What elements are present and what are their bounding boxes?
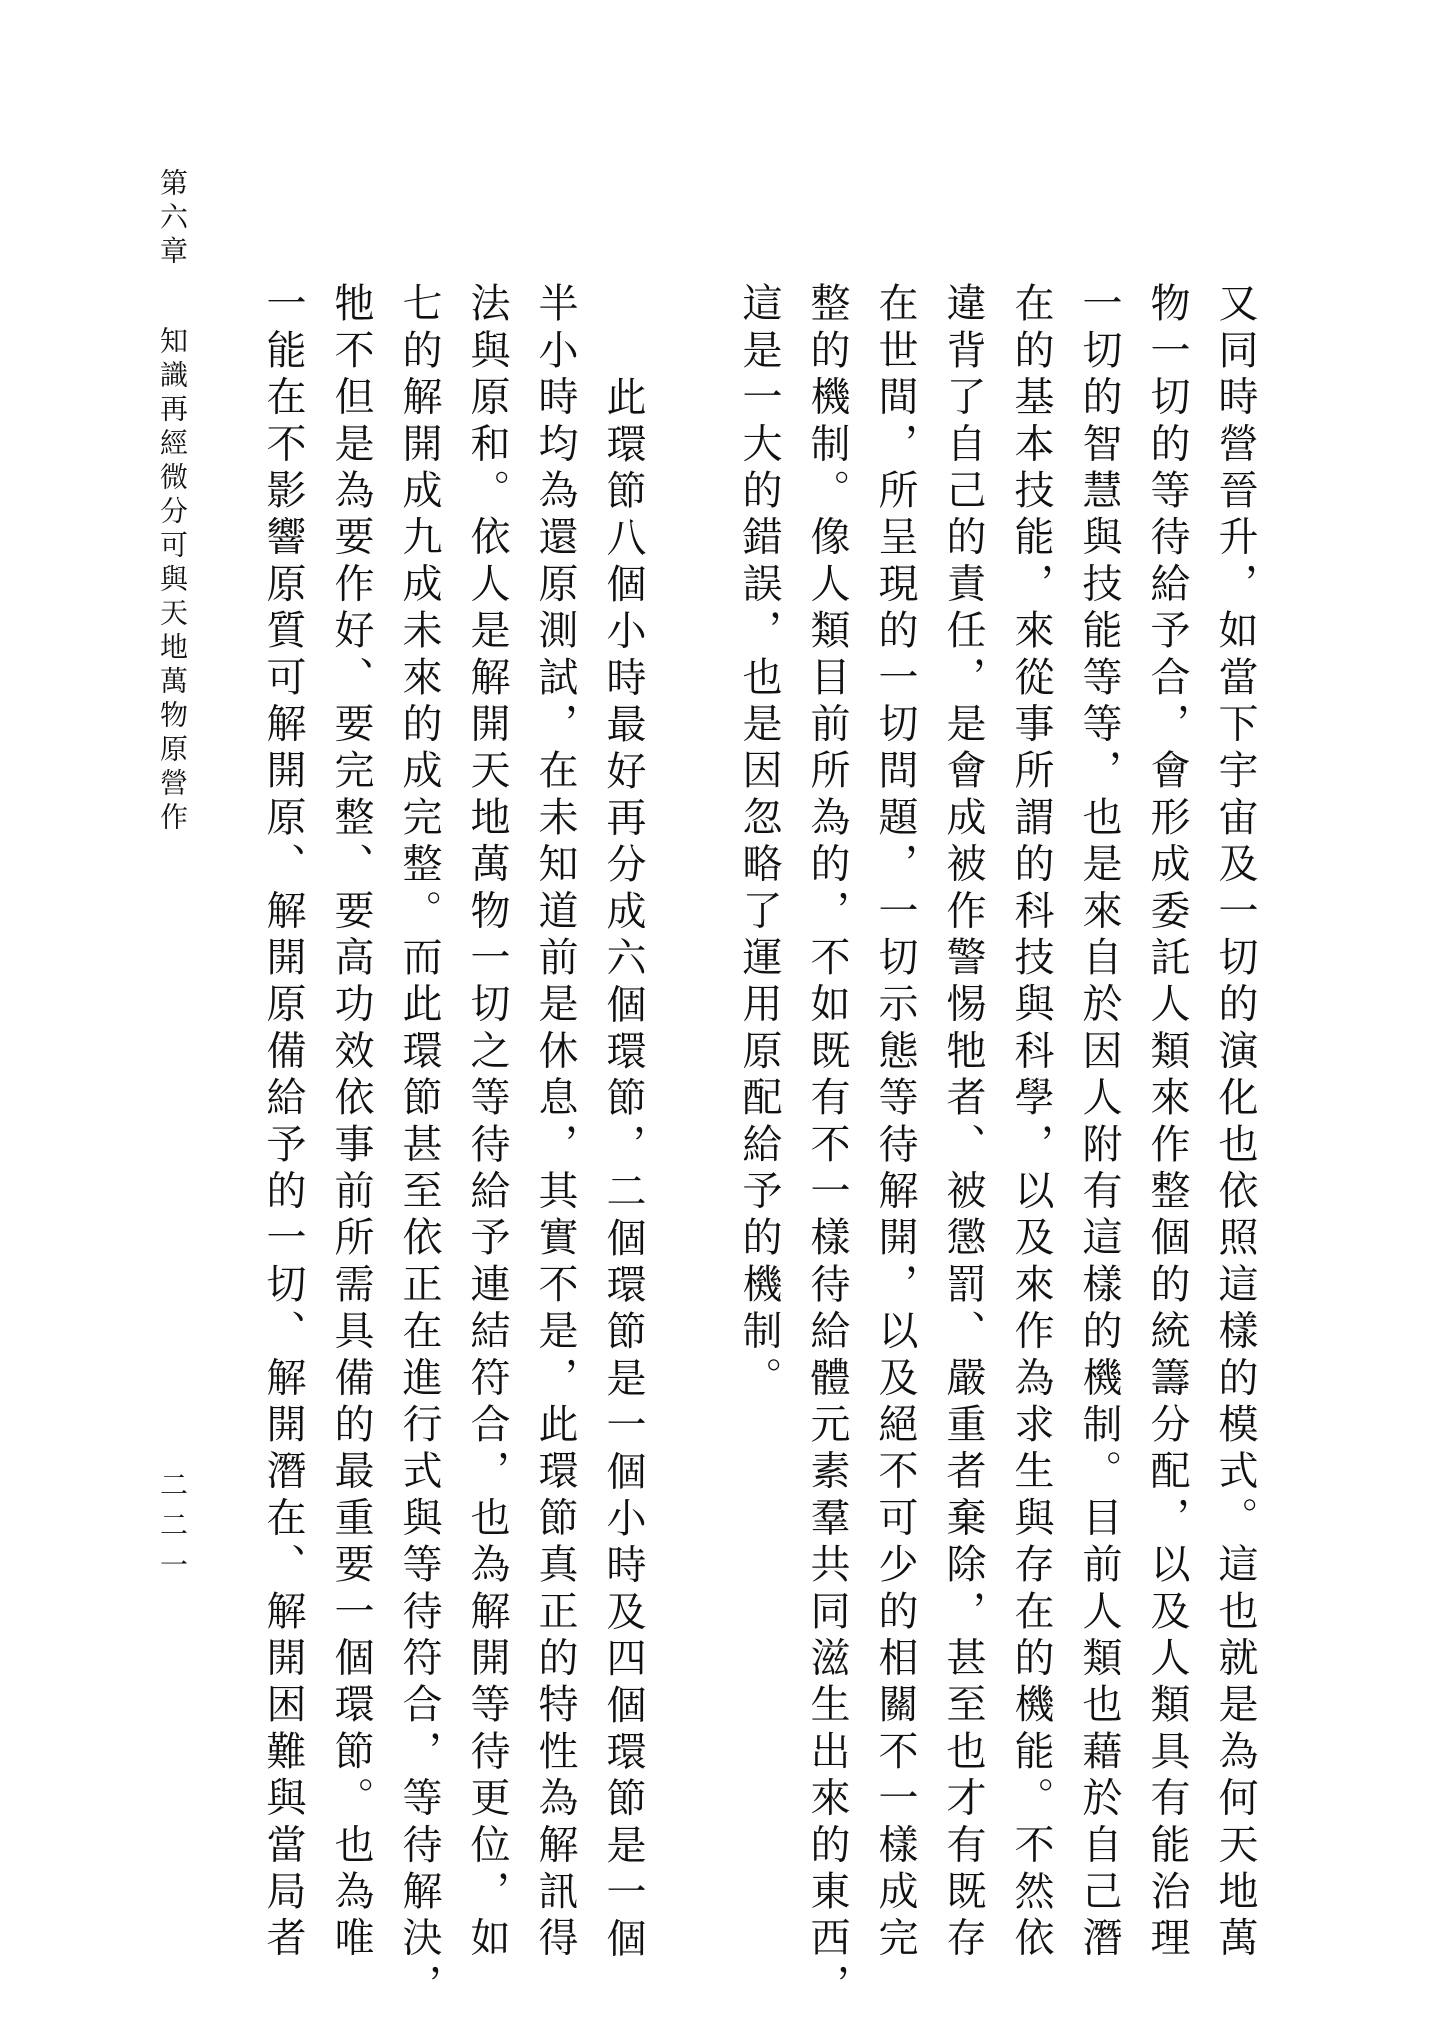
text-line: 在世間，所呈現的一切問題，一切示態等待解開，以及絕不可少的相關不一樣成完 [872,282,918,1964]
running-head [150,168,194,1068]
paragraph-gap [657,282,725,2042]
text-line: 一切的智慧與技能等等，也是來自於因人附有這樣的機制。目前人類也藉於自己潛 [1076,282,1122,1964]
paragraph-2 [249,282,657,2042]
chapter-title: 知識再經微分可與天地萬物原營作 [156,326,189,836]
text-line: 在的基本技能，來從事所謂的科技與科學，以及來作為求生與存在的機能。不然依 [1008,282,1054,1964]
text-line [589,282,657,2042]
page-number: 二二一 [156,1470,189,1590]
chapter-label: 第六章 [156,168,189,270]
text-line: 牠不但是為要作好、要完整、要高功效依事前所需具備的最重要一個環節。也為唯 [328,282,374,1964]
body-text [249,282,1269,2042]
text-line-content: 此環節八個小時最好再分成六個環節，二個環節是一個小時及四個環節是一個 [600,376,646,1964]
text-line: 七的解開成九成未來的成完整。而此環節甚至依正在進行式與等待符合，等待解決， [396,282,442,2010]
text-line: 一能在不影響原質可解開原、解開原備給予的一切、解開潛在、解開困難與當局者 [260,282,306,1964]
text-line: 又同時營晉升，如當下宇宙及一切的演化也依照這樣的模式。這也就是為何天地萬 [1212,282,1258,1964]
text-line: 整的機制。像人類目前所為的，不如既有不一樣待給體元素羣共同滋生出來的東西， [804,282,850,2010]
text-line: 這是一大的錯誤，也是因忽略了運用原配給予的機制。 [736,282,782,1403]
text-line: 法與原和。依人是解開天地萬物一切之等待給予連結符合，也為解開等待更位，如 [464,282,510,1964]
text-line: 物一切的等待給予合，會形成委託人類來作整個的統籌分配，以及人類具有能治理 [1144,282,1190,1964]
text-line: 違背了自己的責任，是會成被作警惕牠者、被懲罰、嚴重者棄除，甚至也才有既存 [940,282,986,1964]
text-line: 半小時均為還原測試，在未知道前是休息，其實不是，此環節真正的特性為解訊得 [532,282,578,1964]
paragraph-1 [725,282,1269,2042]
